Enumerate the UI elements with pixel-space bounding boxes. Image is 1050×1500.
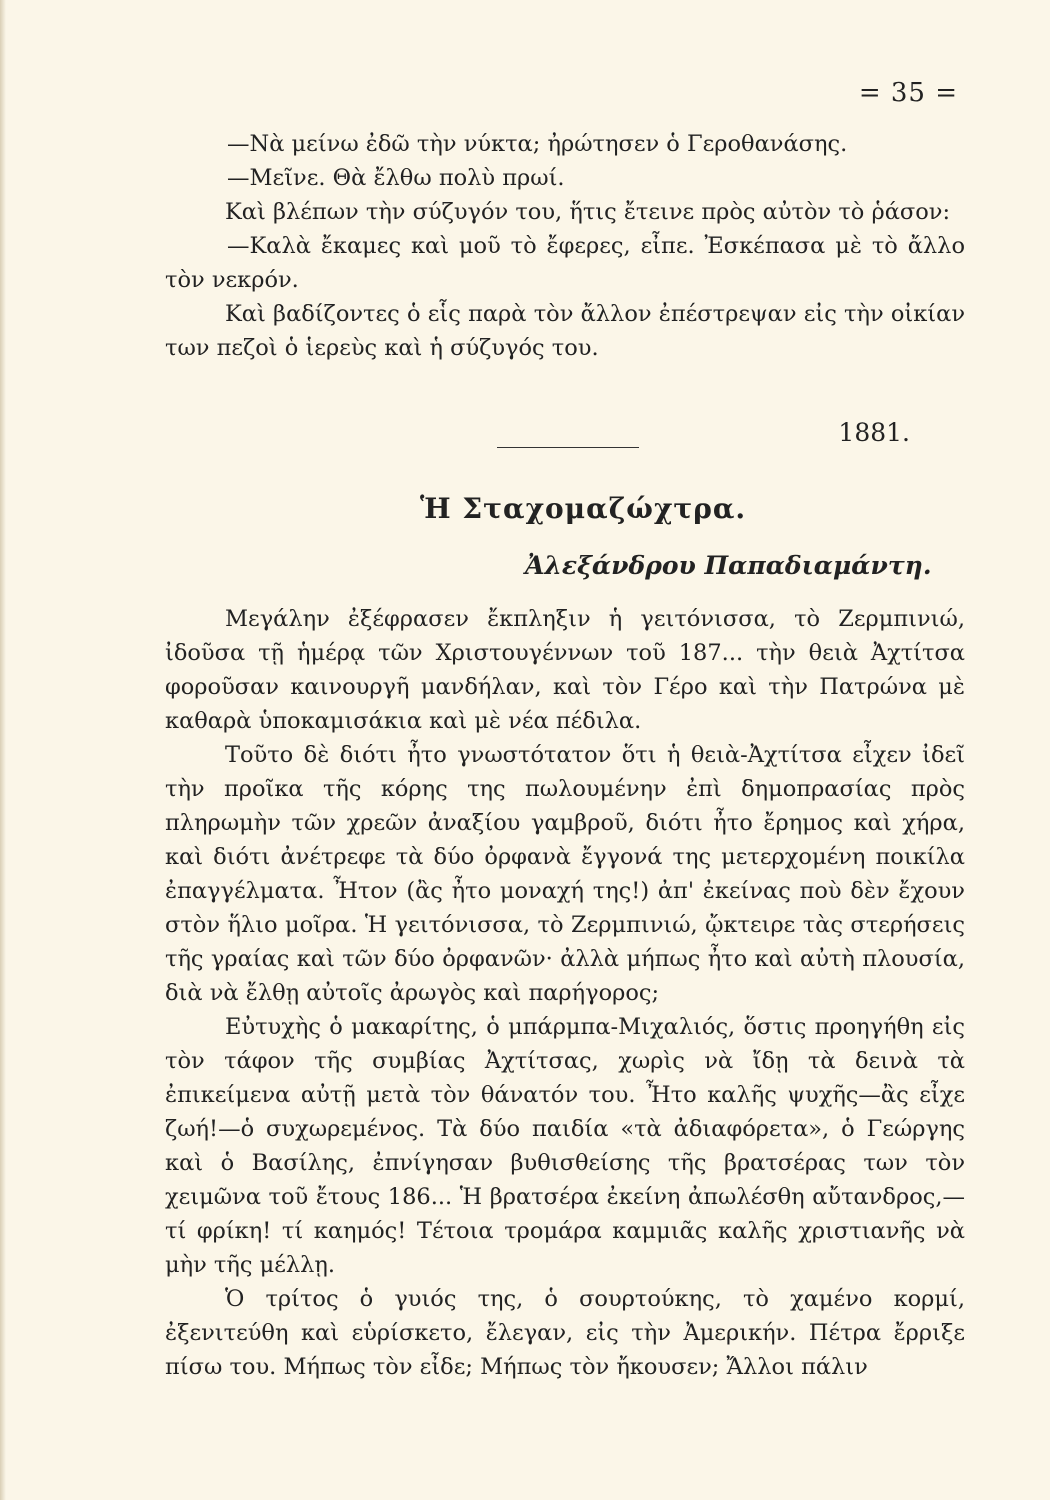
- section-divider: [497, 447, 639, 448]
- text-paragraph: Μεγάλην ἐξέφρασεν ἔκπληξιν ἡ γειτόνισσα, τὸ Ζερμπινιώ, ἰδοῦσα τῇ ἡμέρᾳ τῶν Χριστουγέννων τοῦ 187... τὴν θειὰ Ἀχτίτσα φοροῦσαν καινουργῆ μανδήλαν, καὶ τὸν Γέρο καὶ τὴν Πατρώνα μὲ καθαρὰ ὑποκαμισάκια καὶ μὲ νέα πέδιλα.: [165, 606, 965, 734]
- dialogue-paragraph: —Καλὰ ἔκαμες καὶ μοῦ τὸ ἔφερες, εἶπε. Ἐσκέπασα μὲ τὸ ἄλλο τὸν νεκρόν.: [165, 233, 965, 293]
- story-title: Ἡ Σταχομαζώχτρα.: [420, 492, 747, 525]
- story-body: [165, 602, 965, 1384]
- page-edge: [0, 0, 6, 1500]
- dialogue-paragraph: —Μεῖνε. Θὰ ἔλθω πολὺ πρωί.: [227, 165, 565, 191]
- dialogue-paragraph: —Νὰ μείνω ἐδῶ τὴν νύκτα; ἠρώτησεν ὁ Γεροθανάσης.: [227, 131, 848, 157]
- story-author: Ἀλεξάνδρου Παπαδιαμάντη.: [525, 551, 932, 580]
- text-paragraph: Ὁ τρίτος ὁ γυιός της, ὁ σουρτούκης, τὸ χαμένο κορμί, ἐξενιτεύθη καὶ εὑρίσκετο, ἔλεγαν, εἰς τὴν Ἀμερικήν. Πέτρα ἔρριξε πίσω του. Μήπως τὸν εἶδε; Μήπως τὸν ἤκουσεν; Ἄλλοι πάλιν: [165, 1286, 965, 1380]
- text-paragraph: Τοῦτο δὲ διότι ἦτο γνωστότατον ὅτι ἡ θειὰ-Ἀχτίτσα εἶχεν ἰδεῖ τὴν προῖκα τῆς κόρης της πωλουμένην ἐπὶ δημοπρασίας πρὸς πληρωμὴν τῶν χρεῶν ἀναξίου γαμβροῦ, διότι ἦτο ἔρημος καὶ χήρα, καὶ διότι ἀνέτρεφε τὰ δύο ὀρφανὰ ἔγγονά της μετερχομένη ποικίλα ἐπαγγέλματα. Ἦτον (ἂς ἦτο μοναχή της!) ἀπ' ἐκείνας ποὺ δὲν ἔχουν στὸν ἥλιο μοῖρα. Ἡ γειτόνισσα, τὸ Ζερμπινιώ, ᾤκτειρε τὰς στερήσεις τῆς γραίας καὶ τῶν δύο ὀρφανῶν· ἀλλὰ μήπως ἦτο καὶ αὐτὴ πλουσία, διὰ νὰ ἔλθῃ αὐτοῖς ἀρωγὸς καὶ παρήγορος;: [165, 742, 965, 1006]
- text-paragraph: Εὐτυχὴς ὁ μακαρίτης, ὁ μπάρμπα-Μιχαλιός, ὅστις προηγήθη εἰς τὸν τάφον τῆς συμβίας Ἀχτίτσας, χωρὶς νὰ ἴδῃ τὰ δεινὰ τὰ ἐπικείμενα αὐτῇ μετὰ τὸν θάνατόν του. Ἦτο καλῆς ψυχῆς—ἂς εἶχε ζωή!—ὁ συχωρεμένος. Τὰ δύο παιδία «τὰ ἀδιαφόρετα», ὁ Γεώργης καὶ ὁ Βασίλης, ἐπνίγησαν βυθισθείσης τῆς βρατσέρας των τὸν χειμῶνα τοῦ ἔτους 186... Ἡ βρατσέρα ἐκείνη ἀπωλέσθη αὔτανδρος,—τί φρίκη! τί καημός! Τέτοια τρομάρα καμμιᾶς καλῆς χριστιανῆς νὰ μὴν τῆς μέλλῃ.: [165, 1014, 965, 1278]
- page-number: = 35 =: [858, 78, 958, 108]
- previous-story-ending: [165, 127, 965, 365]
- story-date: 1881.: [838, 418, 910, 447]
- text-paragraph: Καὶ βλέπων τὴν σύζυγόν του, ἥτις ἔτεινε πρὸς αὐτὸν τὸ ῥάσον:: [225, 199, 951, 225]
- text-paragraph: Καὶ βαδίζοντες ὁ εἷς παρὰ τὸν ἄλλον ἐπέστρεψαν εἰς τὴν οἰκίαν των πεζοὶ ὁ ἱερεὺς καὶ ἡ σύζυγός του.: [165, 301, 965, 361]
